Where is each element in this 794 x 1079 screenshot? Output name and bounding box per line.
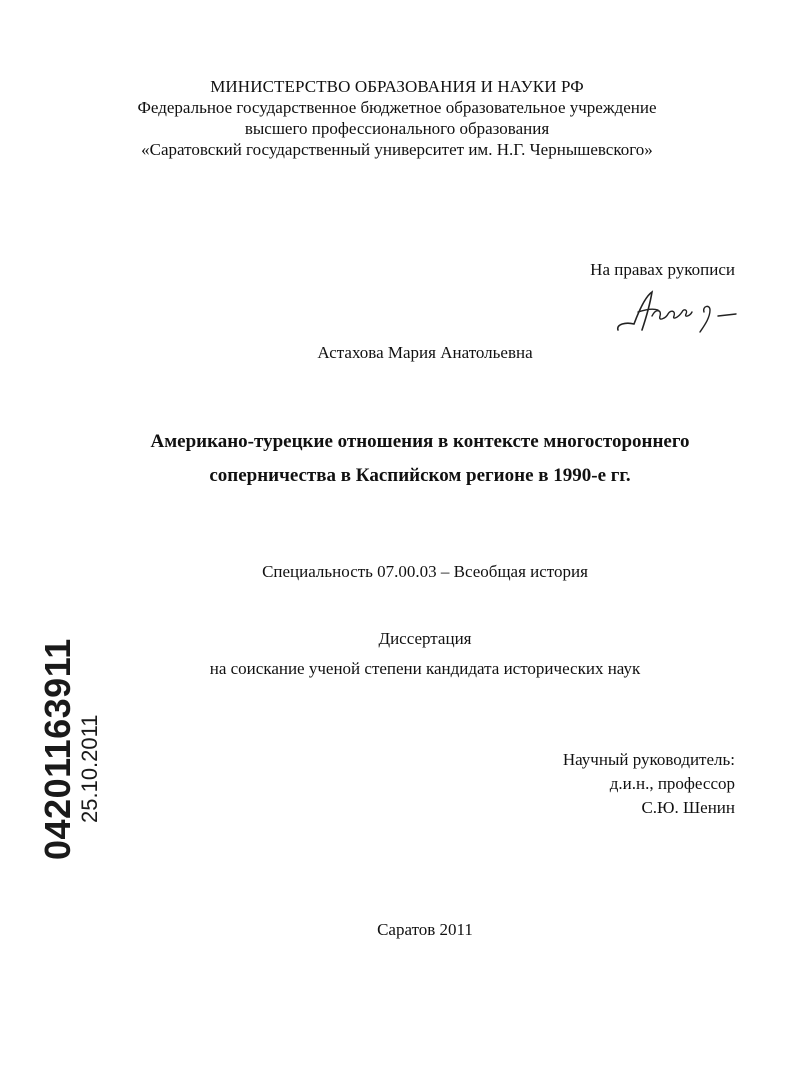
- institution-header: [0, 76, 794, 160]
- dissertation-title: [0, 425, 794, 493]
- title-line-1: Американо-турецкие отношения в контексте многостороннего: [150, 431, 690, 452]
- title-line-2: соперничества в Каспийском регионе в 1990-е гг.: [209, 465, 631, 486]
- dissertation-info: [0, 624, 794, 684]
- ministry-name: МИНИСТЕРСТВО ОБРАЗОВАНИЯ И НАУКИ РФ: [210, 77, 584, 96]
- city-year: Саратов 2011: [377, 920, 473, 939]
- supervisor-block: [563, 748, 735, 820]
- university-name: «Саратовский государственный университет им. Н.Г. Чернышевского»: [141, 140, 653, 159]
- dissertation-label: Диссертация: [378, 629, 472, 648]
- institution-type: Федеральное государственное бюджетное образовательное учреждение: [137, 98, 657, 117]
- supervisor-degree: д.и.н., профессор: [609, 774, 735, 793]
- supervisor-name: С.Ю. Шенин: [641, 798, 735, 817]
- supervisor-label: Научный руководитель:: [562, 750, 735, 769]
- author-name: Астахова Мария Анатольевна: [317, 343, 533, 362]
- education-level: высшего профессионального образования: [244, 119, 550, 138]
- signature-icon: [612, 286, 742, 336]
- specialty: Специальность 07.00.03 – Всеобщая история: [262, 562, 588, 581]
- manuscript-note: На правах рукописи: [590, 260, 735, 279]
- degree-sought: на соискание ученой степени кандидата исторических наук: [209, 659, 641, 678]
- library-stamp-code: 04201163911: [37, 638, 78, 860]
- library-stamp-date: 25.10.2011: [77, 714, 102, 823]
